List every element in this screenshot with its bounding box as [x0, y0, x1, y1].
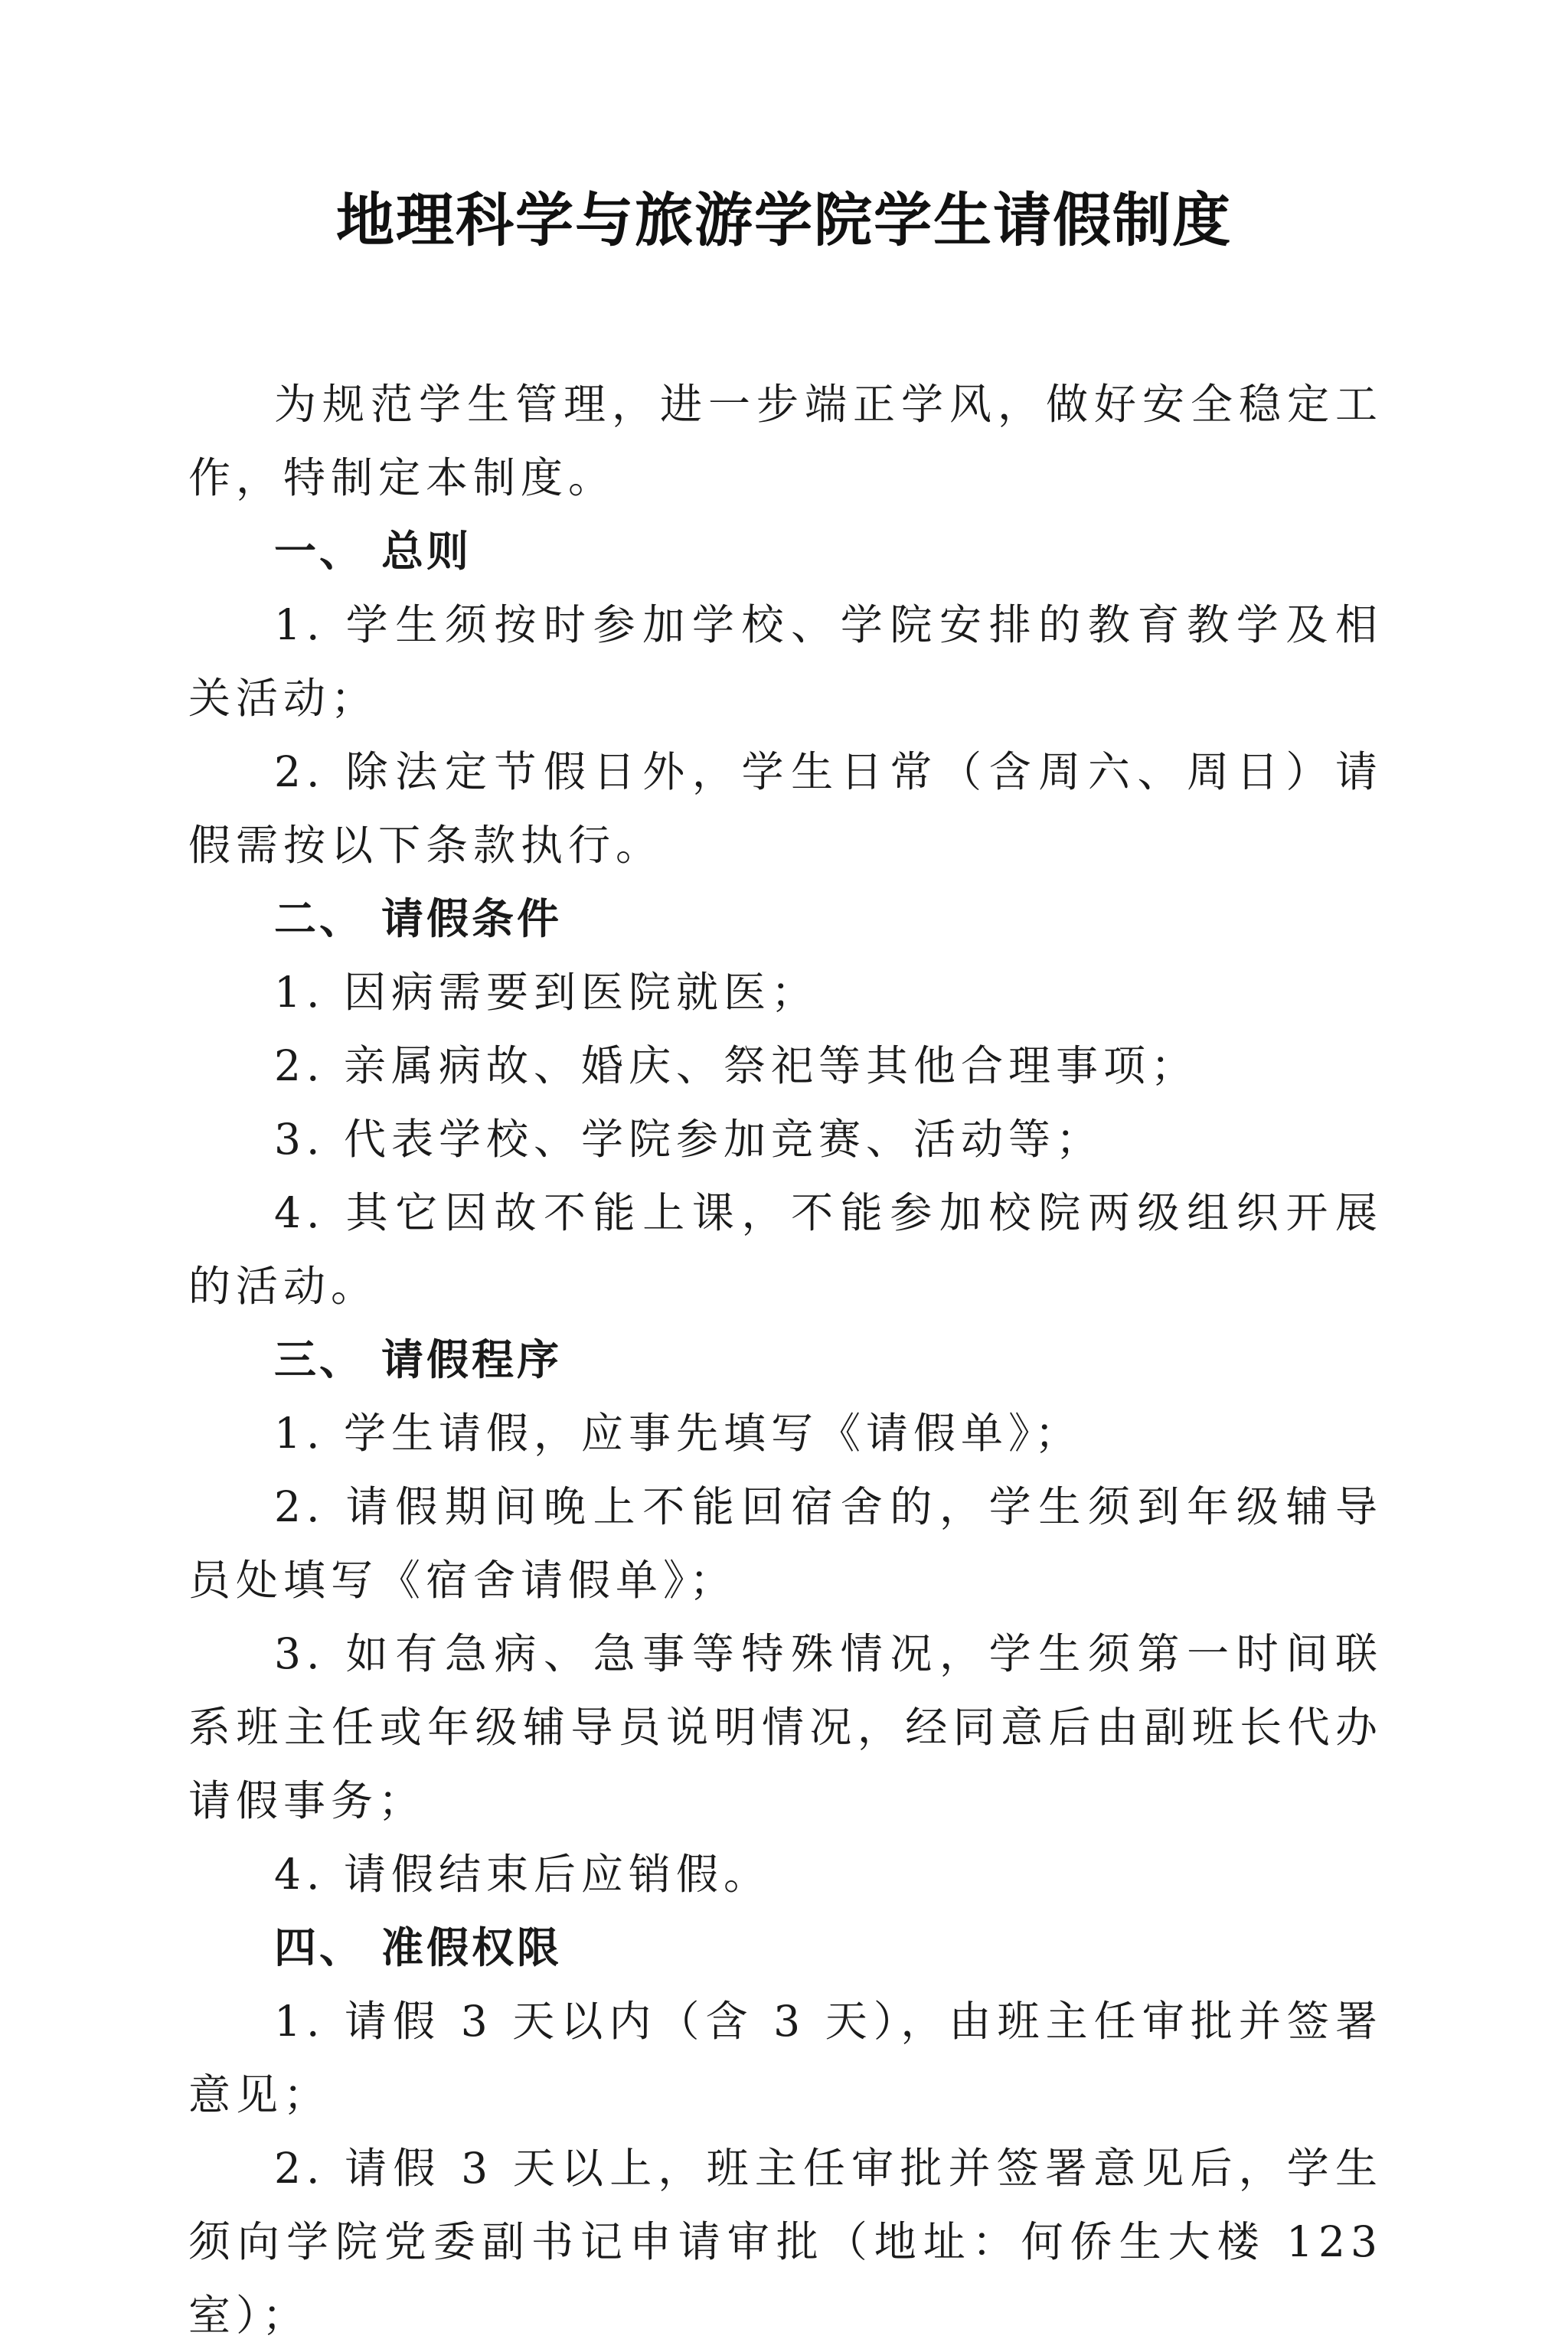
list-item: 1. 学生须按时参加学校、学院安排的教育教学及相关活动；	[188, 600, 1383, 723]
section-heading-4	[188, 1911, 1383, 1984]
list-item: 2. 亲属病故、婚庆、祭祀等其他合理事项；	[274, 1041, 1198, 1090]
section-title: 准假权限	[381, 1923, 563, 1972]
list-item: 3. 代表学校、学院参加竞赛、活动等；	[274, 1115, 1103, 1164]
document-title: 地理科学与旅游学院学生请假制度	[336, 186, 1232, 254]
section-number: 三、	[274, 1335, 365, 1384]
intro-paragraph: 为规范学生管理，进一步端正学风，做好安全稳定工作，特制定本制度。	[188, 380, 1383, 502]
list-item: 3. 如有急病、急事等特殊情况，学生须第一时间联系班主任或年级辅导员说明情况，经同意后由副班长代办请假事务；	[188, 1629, 1383, 1825]
list-item: 4. 其它因故不能上课，不能参加校院两级组织开展的活动。	[188, 1188, 1383, 1311]
section-number: 一、	[274, 527, 365, 576]
section-number: 二、	[274, 894, 365, 943]
list-item: 2. 除法定节假日外，学生日常（含周六、周日）请假需按以下条款执行。	[188, 747, 1383, 870]
list-item: 2. 请假 3 天以上，班主任审批并签署意见后，学生须向学院党委副书记申请审批（地址：何侨生大楼 123 室）；	[188, 2144, 1383, 2340]
list-item: 1. 学生请假，应事先填写《请假单》；	[274, 1409, 1083, 1458]
section-heading-2	[188, 882, 1383, 956]
section-heading-3	[188, 1323, 1383, 1396]
list-item: 1. 请假 3 天以内（含 3 天），由班主任审批并签署意见；	[188, 1997, 1383, 2119]
section-title: 请假程序	[381, 1335, 563, 1384]
section-number: 四、	[274, 1923, 365, 1972]
list-item: 2. 请假期间晚上不能回宿舍的，学生须到年级辅导员处填写《宿舍请假单》；	[188, 1482, 1383, 1605]
section-title: 请假条件	[381, 894, 563, 943]
section-title: 总则	[381, 527, 472, 576]
document-body	[188, 368, 1383, 2352]
section-heading-1	[188, 514, 1383, 588]
list-item: 4. 请假结束后应销假。	[274, 1850, 771, 1899]
list-item: 1. 因病需要到医院就医；	[274, 968, 818, 1017]
